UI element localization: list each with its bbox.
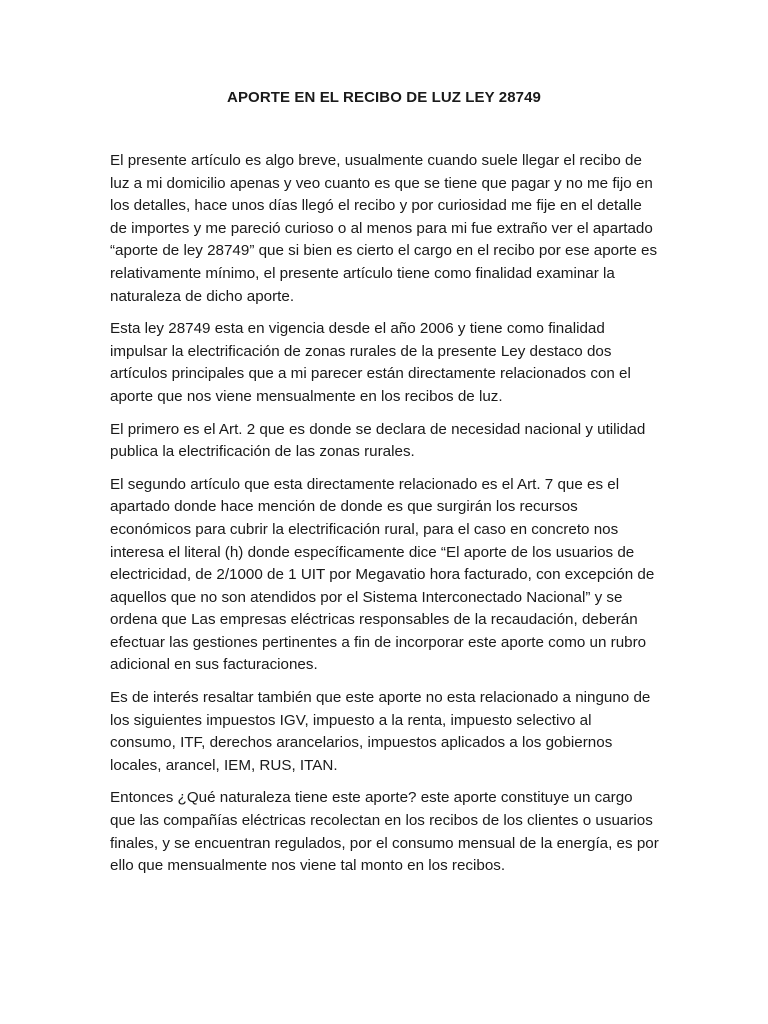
paragraph-taxes: Es de interés resaltar también que este aporte no esta relacionado a ninguno de los siguientes impuestos IGV, impuesto a la renta, impuesto selectivo al consumo, ITF, derechos arancelarios, impuestos aplicados a los gobiernos locales, arancel, IEM, RUS, ITAN.	[110, 689, 651, 774]
paragraph-conclusion: Entonces ¿Qué naturaleza tiene este aporte? este aporte constituye un cargo que las compañías eléctricas recolectan en los recibos de los clientes o usuarios finales, y se encuentran regulados, por el consumo mensual de la energía, es por ello que mensualmente nos viene tal monto en los recibos.	[110, 789, 659, 875]
document-title: APORTE EN EL RECIBO DE LUZ LEY 28749	[227, 89, 541, 106]
paragraph-intro: El presente artículo es algo breve, usualmente cuando suele llegar el recibo de luz a mi domicilio apenas y veo cuanto es que se tiene que pagar y no me fijo en los detalles, hace unos días llegó el recibo y por curiosidad me fije en el detalle de importes y me pareció curioso o al menos para mi fue extraño ver el apartado “aporte de ley 28749” que si bien es cierto el cargo en el recibo por ese aporte es relativamente mínimo, el presente artículo tiene como finalidad examinar la naturaleza de dicho aporte.	[110, 152, 658, 305]
document-body	[110, 150, 660, 888]
paragraph-law-overview: Esta ley 28749 esta en vigencia desde el año 2006 y tiene como finalidad impulsar la electrificación de zonas rurales de la presente Ley destaco dos artículos principales que a mi parecer están directamente relacionados con el aporte que nos viene mensualmente en los recibos de luz.	[110, 320, 631, 405]
paragraph-article-2: El primero es el Art. 2 que es donde se declara de necesidad nacional y utilidad publica la electrificación de las zonas rurales.	[110, 420, 646, 461]
paragraph-article-7: El segundo artículo que esta directamente relacionado es el Art. 7 que es el apartado donde hace mención de donde es que surgirán los recursos económicos para cubrir la electrificación rural, para el caso en concreto nos interesa el literal (h) donde específicamente dice “El aporte de los usuarios de electricidad, de 2/1000 de 1 UIT por Megavatio hora facturado, con excepción de aquellos que no son atendidos por el Sistema Interconectado Nacional” y se ordena que Las empresas eléctricas responsables de la recaudación, deberán efectuar las gestiones pertinentes a fin de incorporar este aporte como un rubro adicional en sus facturaciones.	[110, 475, 655, 674]
